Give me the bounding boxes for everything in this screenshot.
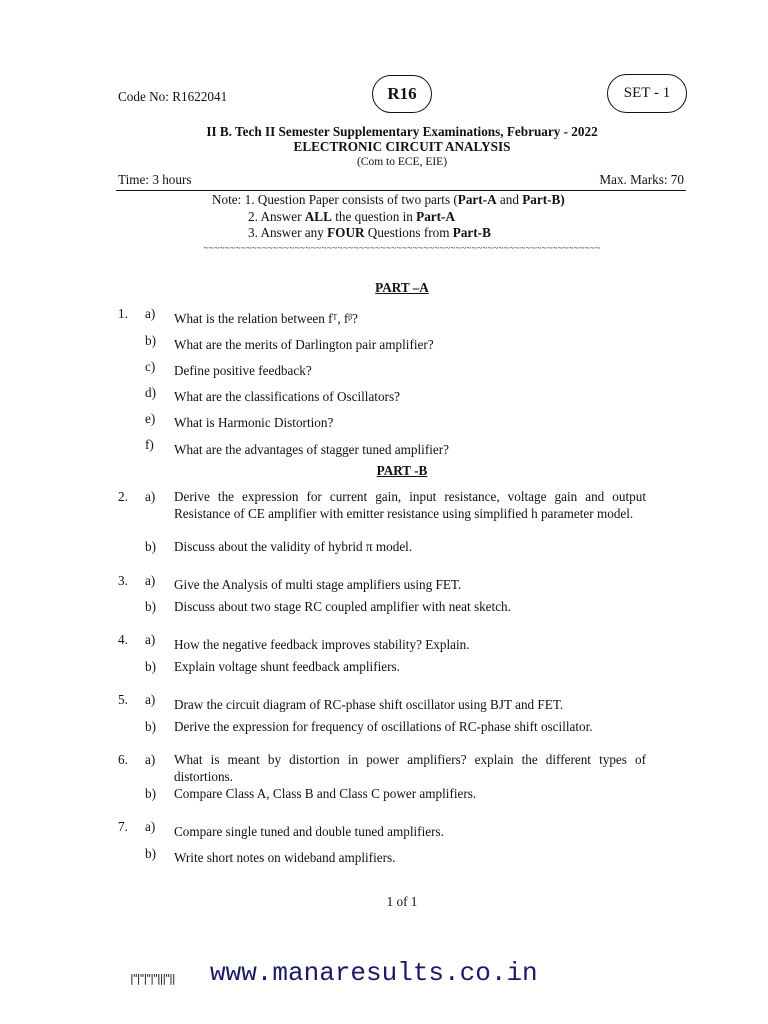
max-marks: Max. Marks: 70 — [599, 172, 684, 187]
note-2-all: ALL — [304, 208, 332, 224]
note-1-part-a: Part-A — [457, 192, 497, 207]
q1-label-e: e) — [145, 411, 156, 426]
q1-text-e: What is Harmonic Distortion? — [174, 415, 334, 430]
q7-text-b: Write short notes on wideband amplifiers. — [174, 850, 396, 865]
note-2-mid: the question in — [331, 208, 417, 224]
note-line-3 — [212, 225, 565, 242]
note-1-text: 1. Question Paper consists of two parts ( — [244, 192, 458, 207]
note-3-four: FOUR — [327, 225, 365, 240]
header-rule — [116, 190, 686, 191]
question-6-number: 6. — [118, 752, 128, 767]
q5-label-b: b) — [145, 719, 156, 734]
q4-text-b: Explain voltage shunt feedback amplifiers. — [174, 659, 400, 674]
q3-text-b: Discuss about two stage RC coupled amplifier with neat sketch. — [174, 599, 511, 614]
q3-label-b: b) — [145, 599, 156, 614]
q1-label-b: b) — [145, 333, 156, 348]
note-line-2 — [212, 209, 565, 226]
q7-label-a: a) — [145, 819, 156, 834]
question-7-number: 7. — [118, 819, 128, 834]
branches: (Com to ECE, EIE) — [356, 156, 448, 168]
regulation-badge: R16 — [372, 75, 432, 113]
part-a-title: PART –A — [375, 280, 429, 295]
q1-label-c: c) — [145, 359, 156, 374]
subject-title: ELECTRONIC CIRCUIT ANALYSIS — [293, 139, 511, 154]
q6-label-a: a) — [145, 752, 156, 767]
note-3-mid: Questions from — [364, 225, 453, 240]
q1-text-f: What are the advantages of stagger tuned amplifier? — [174, 442, 449, 457]
tilde-divider: ~~~~~~~~~~~~~~~~~~~~~~~~~~~~~~~~~~~~~~~~~~~~~~~~~~~~~~~~~~~~~~~~~~~~~~~~~~ — [203, 243, 601, 253]
question-5-number: 5. — [118, 692, 128, 707]
q1-label-f: f) — [145, 437, 154, 452]
note-3-text: 3. Answer any — [248, 225, 328, 240]
part-b-title: PART -B — [376, 463, 428, 478]
q4-text-a: How the negative feedback improves stability? Explain. — [174, 637, 470, 652]
q1-text-a: What is the relation between fᵀ, fᵝ? — [174, 311, 358, 326]
question-2-number: 2. — [118, 489, 128, 504]
code-number: Code No: R1622041 — [118, 89, 228, 104]
q6-text-a: What is meant by distortion in power amplifiers? explain the different types of distortions. — [174, 752, 646, 784]
q1-label-a: a) — [145, 306, 156, 321]
q2-label-b: b) — [145, 539, 156, 554]
page-number: 1 of 1 — [386, 894, 418, 909]
q4-label-b: b) — [145, 659, 156, 674]
q1-text-c: Define positive feedback? — [174, 363, 312, 378]
q3-text-a: Give the Analysis of multi stage amplifiers using FET. — [174, 577, 462, 592]
note-1-and: and — [496, 192, 523, 207]
note-1-part-b: Part-B) — [522, 192, 565, 207]
q5-text-b: Derive the expression for frequency of oscillations of RC-phase shift oscillator. — [174, 719, 593, 734]
instructions — [212, 192, 565, 242]
q1-text-b: What are the merits of Darlington pair amplifier? — [174, 337, 434, 352]
question-4-number: 4. — [118, 632, 128, 647]
time-allowed: Time: 3 hours — [118, 172, 192, 187]
q2-text-b: Discuss about the validity of hybrid π model. — [174, 539, 413, 554]
q7-label-b: b) — [145, 846, 156, 861]
q4-label-a: a) — [145, 632, 156, 647]
note-line-1 — [212, 192, 565, 209]
barcode-marks: |''|''|''|''|||''|| — [130, 972, 175, 985]
question-3-number: 3. — [118, 573, 128, 588]
q2-text-a: Derive the expression for current gain, input resistance, voltage gain and output Resistance of CE amplifier with emitter resistance using simplified h parameter model. — [174, 489, 646, 521]
website-url[interactable]: www.manaresults.co.in — [210, 958, 538, 988]
q5-text-a: Draw the circuit diagram of RC-phase shift oscillator using BJT and FET. — [174, 697, 564, 712]
q6-label-b: b) — [145, 786, 156, 801]
note-prefix: Note: — [212, 192, 245, 207]
q1-label-d: d) — [145, 385, 156, 400]
q2-label-a: a) — [145, 489, 156, 504]
note-2-text: 2. Answer — [248, 208, 305, 224]
q1-text-d: What are the classifications of Oscillators? — [174, 389, 400, 404]
q3-label-a: a) — [145, 573, 156, 588]
q7-text-a: Compare single tuned and double tuned amplifiers. — [174, 824, 444, 839]
q6-text-b: Compare Class A, Class B and Class C power amplifiers. — [174, 786, 477, 801]
set-badge: SET - 1 — [607, 74, 687, 113]
note-2-part-a: Part-A — [416, 208, 455, 224]
q5-label-a: a) — [145, 692, 156, 707]
exam-title: II B. Tech II Semester Supplementary Examinations, February - 2022 — [206, 124, 598, 139]
note-3-part-b: Part-B — [452, 225, 491, 240]
question-1-number: 1. — [118, 306, 128, 321]
